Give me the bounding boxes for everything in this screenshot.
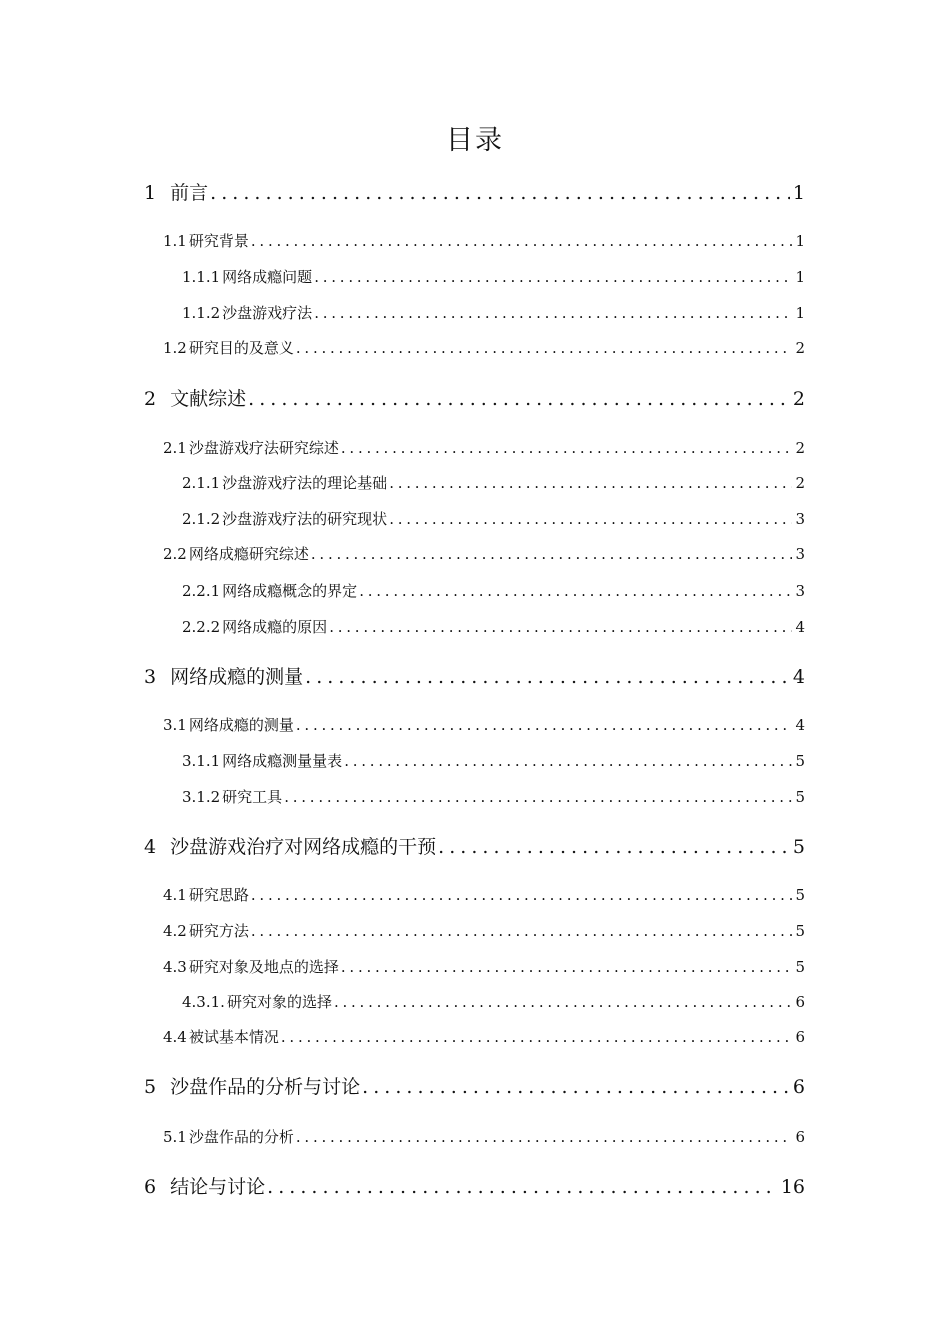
toc-entry-number: 3.1.1 (182, 752, 221, 770)
toc-entry-page-number: 5 (795, 958, 805, 976)
toc-entry-text: 网络成瘾的原因 (222, 618, 328, 636)
toc-entry-page-number: 5 (795, 788, 805, 806)
toc-entry-number: 2.1 (163, 439, 187, 457)
toc-entry-level-3[interactable] (182, 266, 805, 287)
toc-dot-leader (359, 582, 792, 600)
toc-entry-number: 1.1.2 (182, 304, 221, 322)
toc-entry-page-number: 5 (795, 752, 805, 770)
toc-entry-level-3[interactable] (182, 302, 805, 323)
toc-entry-number: 4.3.1. (182, 993, 225, 1011)
toc-entry-page-number: 6 (795, 1128, 805, 1146)
toc-entry-level-1[interactable] (144, 1072, 805, 1099)
toc-entry-number: 2.1.1 (182, 474, 221, 492)
toc-entry-text: 被试基本情况 (188, 1028, 279, 1046)
toc-dot-leader (389, 510, 792, 528)
toc-entry-level-3[interactable] (182, 786, 805, 807)
toc-entry-number: 2 (144, 388, 157, 410)
toc-entry-text: 沙盘游戏疗法研究综述 (188, 439, 339, 457)
toc-dot-leader (296, 339, 793, 357)
toc-entry-number: 6 (144, 1176, 157, 1198)
toc-entry-level-3[interactable] (182, 580, 805, 601)
toc-entry-number: 1.1.1 (182, 268, 221, 286)
toc-dot-leader (210, 182, 790, 204)
toc-entry-page-number: 1 (792, 182, 805, 204)
toc-entry-level-3[interactable] (182, 472, 805, 493)
toc-entry-page-number: 5 (792, 836, 805, 858)
toc-entry-text: 结论与讨论 (170, 1176, 266, 1198)
toc-dot-leader (389, 474, 792, 492)
toc-entry-level-1[interactable] (144, 384, 805, 411)
toc-entry-number: 3.1.2 (182, 788, 221, 806)
toc-entry-text: 沙盘游戏疗法的研究现状 (222, 510, 388, 528)
toc-entry-level-2[interactable] (163, 714, 805, 735)
toc-entry-number: 5 (144, 1076, 157, 1098)
toc-entry-page-number: 2 (795, 474, 805, 492)
toc-dot-leader (296, 716, 793, 734)
toc-entry-number: 4.2 (163, 922, 187, 940)
toc-entry-text: 研究思路 (188, 886, 249, 904)
toc-entry-text: 网络成瘾研究综述 (188, 545, 309, 563)
toc-entry-text: 沙盘游戏疗法 (222, 304, 313, 322)
toc-entry-text: 网络成瘾问题 (222, 268, 313, 286)
toc-entry-page-number: 3 (795, 510, 805, 528)
toc-dot-leader (329, 618, 792, 636)
toc-entry-number: 5.1 (163, 1128, 187, 1146)
toc-entry-page-number: 4 (792, 666, 805, 688)
toc-entry-number: 4.4 (163, 1028, 187, 1046)
toc-entry-text: 沙盘作品的分析与讨论 (170, 1076, 361, 1098)
toc-dot-leader (251, 232, 793, 250)
toc-dot-leader (344, 752, 792, 770)
toc-dot-leader (296, 1128, 793, 1146)
toc-entry-text: 网络成瘾的测量 (188, 716, 294, 734)
toc-entry-page-number: 1 (795, 232, 805, 250)
toc-entry-level-3[interactable] (182, 616, 805, 637)
toc-entry-text: 沙盘游戏疗法的理论基础 (222, 474, 388, 492)
toc-dot-leader (311, 545, 793, 563)
toc-entry-level-1[interactable] (144, 178, 805, 205)
toc-entry-page-number: 6 (795, 1028, 805, 1046)
toc-dot-leader (438, 836, 790, 858)
toc-entry-text: 研究背景 (188, 232, 249, 250)
toc-entry-level-1[interactable] (144, 1172, 805, 1199)
toc-entry-text: 沙盘作品的分析 (188, 1128, 294, 1146)
toc-dot-leader (305, 666, 790, 688)
toc-entry-level-2[interactable] (163, 437, 805, 458)
toc-entry-text: 沙盘游戏治疗对网络成瘾的干预 (170, 836, 437, 858)
toc-dot-leader (267, 1176, 778, 1198)
toc-entry-text: 研究目的及意义 (188, 339, 294, 357)
toc-dot-leader (314, 268, 792, 286)
toc-entry-page-number: 5 (795, 886, 805, 904)
toc-entry-page-number: 6 (792, 1076, 805, 1098)
toc-entry-number: 4.3 (163, 958, 187, 976)
toc-entry-text: 研究对象的选择 (226, 993, 332, 1011)
toc-entry-page-number: 16 (780, 1176, 805, 1198)
toc-dot-leader (251, 922, 793, 940)
toc-entry-page-number: 4 (795, 618, 805, 636)
toc-dot-leader (341, 958, 793, 976)
toc-entry-text: 网络成瘾测量量表 (222, 752, 343, 770)
toc-dot-leader (251, 886, 793, 904)
toc-entry-text: 文献综述 (170, 388, 247, 410)
toc-dot-leader (314, 304, 792, 322)
toc-entry-page-number: 1 (795, 268, 805, 286)
toc-entry-level-2[interactable] (163, 956, 805, 977)
toc-entry-page-number: 6 (795, 993, 805, 1011)
toc-entry-page-number: 1 (795, 304, 805, 322)
toc-dot-leader (362, 1076, 790, 1098)
toc-dot-leader (334, 993, 793, 1011)
toc-title: 目录 (446, 125, 504, 156)
toc-dot-leader (248, 388, 790, 410)
toc-entry-page-number: 2 (792, 388, 805, 410)
toc-entry-level-3[interactable] (182, 508, 805, 529)
toc-entry-level-2[interactable] (163, 337, 805, 358)
toc-entry-number: 2.1.2 (182, 510, 221, 528)
toc-entry-level-2[interactable] (163, 543, 805, 564)
toc-entry-level-2[interactable] (163, 1026, 805, 1047)
toc-entry-level-3[interactable] (182, 750, 805, 771)
toc-entry-number: 4.1 (163, 886, 187, 904)
toc-entry-number: 1 (144, 182, 157, 204)
toc-entry-number: 2.2 (163, 545, 187, 563)
toc-entry-text: 网络成瘾概念的界定 (222, 582, 358, 600)
toc-entry-level-1[interactable] (144, 662, 805, 689)
toc-entry-level-1[interactable] (144, 832, 805, 859)
toc-dot-leader (284, 788, 792, 806)
toc-entry-number: 1.1 (163, 232, 187, 250)
toc-entry-level-2[interactable] (163, 884, 805, 905)
toc-entry-number: 3 (144, 666, 157, 688)
toc-entry-number: 4 (144, 836, 157, 858)
toc-entry-page-number: 3 (795, 582, 805, 600)
toc-entry-page-number: 5 (795, 922, 805, 940)
toc-dot-leader (341, 439, 793, 457)
toc-dot-leader (281, 1028, 793, 1046)
toc-entry-text: 网络成瘾的测量 (170, 666, 304, 688)
toc-entry-text: 研究对象及地点的选择 (188, 958, 339, 976)
toc-entry-text: 前言 (170, 182, 209, 204)
toc-entry-page-number: 2 (795, 439, 805, 457)
toc-entry-number: 1.2 (163, 339, 187, 357)
toc-entry-level-3[interactable] (182, 991, 805, 1012)
toc-entry-text: 研究方法 (188, 922, 249, 940)
toc-entry-number: 2.2.1 (182, 582, 221, 600)
toc-entry-page-number: 4 (795, 716, 805, 734)
toc-entry-text: 研究工具 (222, 788, 283, 806)
toc-entry-page-number: 2 (795, 339, 805, 357)
toc-entry-number: 3.1 (163, 716, 187, 734)
toc-entry-page-number: 3 (795, 545, 805, 563)
toc-entry-level-2[interactable] (163, 1126, 805, 1147)
toc-entry-level-2[interactable] (163, 230, 805, 251)
toc-entry-level-2[interactable] (163, 920, 805, 941)
toc-entry-number: 2.2.2 (182, 618, 221, 636)
